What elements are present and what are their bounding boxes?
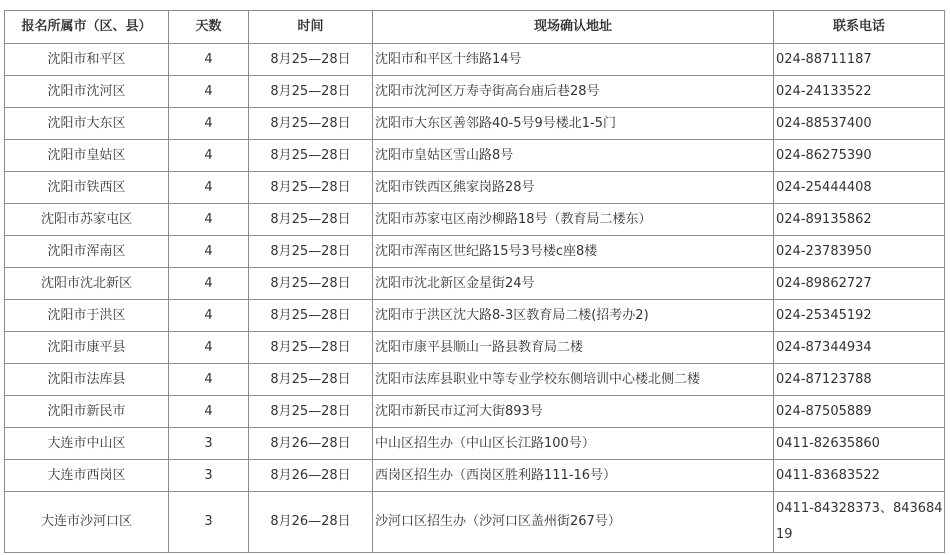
cell-time: 8月25—28日 bbox=[249, 108, 373, 140]
cell-area: 沈阳市于洪区 bbox=[5, 300, 169, 332]
cell-time: 8月25—28日 bbox=[249, 332, 373, 364]
cell-area: 沈阳市和平区 bbox=[5, 44, 169, 76]
cell-days: 4 bbox=[169, 332, 249, 364]
cell-time: 8月25—28日 bbox=[249, 140, 373, 172]
cell-area: 沈阳市新民市 bbox=[5, 396, 169, 428]
cell-address: 沈阳市法库县职业中等专业学校东侧培训中心楼北侧二楼 bbox=[373, 364, 774, 396]
cell-days: 3 bbox=[169, 460, 249, 492]
cell-address: 沈阳市苏家屯区南沙柳路18号（教育局二楼东） bbox=[373, 204, 774, 236]
table-row bbox=[5, 268, 945, 300]
cell-phone: 024-87505889 bbox=[774, 396, 945, 428]
cell-address: 西岗区招生办（西岗区胜利路111-16号） bbox=[373, 460, 774, 492]
cell-time: 8月25—28日 bbox=[249, 172, 373, 204]
cell-time: 8月25—28日 bbox=[249, 204, 373, 236]
cell-area: 沈阳市铁西区 bbox=[5, 172, 169, 204]
cell-days: 4 bbox=[169, 396, 249, 428]
cell-days: 4 bbox=[169, 300, 249, 332]
cell-area: 沈阳市沈北新区 bbox=[5, 268, 169, 300]
header-time: 时间 bbox=[249, 11, 373, 44]
cell-address: 沈阳市沈河区万寿寺街高台庙后巷28号 bbox=[373, 76, 774, 108]
cell-time: 8月25—28日 bbox=[249, 236, 373, 268]
cell-address: 中山区招生办（中山区长江路100号） bbox=[373, 428, 774, 460]
cell-phone: 024-89135862 bbox=[774, 204, 945, 236]
cell-address: 沙河口区招生办（沙河口区盖州街267号） bbox=[373, 492, 774, 553]
cell-address: 沈阳市沈北新区金星街24号 bbox=[373, 268, 774, 300]
cell-area: 沈阳市苏家屯区 bbox=[5, 204, 169, 236]
table-row bbox=[5, 396, 945, 428]
cell-phone: 024-87344934 bbox=[774, 332, 945, 364]
table-row bbox=[5, 332, 945, 364]
table-row bbox=[5, 364, 945, 396]
header-phone: 联系电话 bbox=[774, 11, 945, 44]
header-address: 现场确认地址 bbox=[373, 11, 774, 44]
registration-sites-table bbox=[4, 10, 945, 553]
cell-address: 沈阳市皇姑区雪山路8号 bbox=[373, 140, 774, 172]
table-row bbox=[5, 140, 945, 172]
cell-days: 3 bbox=[169, 428, 249, 460]
cell-phone: 024-23783950 bbox=[774, 236, 945, 268]
cell-address: 沈阳市和平区十纬路14号 bbox=[373, 44, 774, 76]
cell-phone: 0411-83683522 bbox=[774, 460, 945, 492]
cell-phone: 0411-82635860 bbox=[774, 428, 945, 460]
cell-time: 8月25—28日 bbox=[249, 268, 373, 300]
cell-phone: 024-25345192 bbox=[774, 300, 945, 332]
cell-days: 4 bbox=[169, 268, 249, 300]
table-row bbox=[5, 172, 945, 204]
cell-area: 大连市西岗区 bbox=[5, 460, 169, 492]
table-row bbox=[5, 108, 945, 140]
cell-phone: 024-86275390 bbox=[774, 140, 945, 172]
cell-phone: 024-87123788 bbox=[774, 364, 945, 396]
cell-address: 沈阳市铁西区熊家岗路28号 bbox=[373, 172, 774, 204]
table-row bbox=[5, 76, 945, 108]
table-row bbox=[5, 44, 945, 76]
cell-area: 沈阳市浑南区 bbox=[5, 236, 169, 268]
cell-address: 沈阳市康平县顺山一路县教育局二楼 bbox=[373, 332, 774, 364]
cell-days: 4 bbox=[169, 108, 249, 140]
cell-time: 8月25—28日 bbox=[249, 300, 373, 332]
cell-phone: 0411-84328373、84368419 bbox=[774, 492, 945, 553]
cell-address: 沈阳市于洪区沈大路8-3区教育局二楼(招考办2) bbox=[373, 300, 774, 332]
table-row bbox=[5, 428, 945, 460]
table-row bbox=[5, 236, 945, 268]
cell-time: 8月25—28日 bbox=[249, 364, 373, 396]
cell-time: 8月26—28日 bbox=[249, 492, 373, 553]
cell-area: 沈阳市皇姑区 bbox=[5, 140, 169, 172]
header-area: 报名所属市（区、县） bbox=[5, 11, 169, 44]
cell-days: 4 bbox=[169, 364, 249, 396]
table-row bbox=[5, 204, 945, 236]
cell-time: 8月26—28日 bbox=[249, 460, 373, 492]
cell-phone: 024-88711187 bbox=[774, 44, 945, 76]
cell-days: 3 bbox=[169, 492, 249, 553]
cell-address: 沈阳市浑南区世纪路15号3号楼c座8楼 bbox=[373, 236, 774, 268]
cell-area: 沈阳市沈河区 bbox=[5, 76, 169, 108]
cell-days: 4 bbox=[169, 172, 249, 204]
cell-area: 沈阳市法库县 bbox=[5, 364, 169, 396]
cell-time: 8月25—28日 bbox=[249, 396, 373, 428]
cell-phone: 024-88537400 bbox=[774, 108, 945, 140]
table-row bbox=[5, 492, 945, 553]
cell-address: 沈阳市新民市辽河大街893号 bbox=[373, 396, 774, 428]
cell-days: 4 bbox=[169, 204, 249, 236]
cell-time: 8月26—28日 bbox=[249, 428, 373, 460]
cell-phone: 024-25444408 bbox=[774, 172, 945, 204]
cell-time: 8月25—28日 bbox=[249, 44, 373, 76]
table-body bbox=[5, 44, 945, 553]
table-row bbox=[5, 300, 945, 332]
cell-days: 4 bbox=[169, 76, 249, 108]
cell-days: 4 bbox=[169, 236, 249, 268]
table-row bbox=[5, 460, 945, 492]
cell-area: 大连市中山区 bbox=[5, 428, 169, 460]
cell-days: 4 bbox=[169, 44, 249, 76]
table-header-row bbox=[5, 11, 945, 44]
header-days: 天数 bbox=[169, 11, 249, 44]
cell-address: 沈阳市大东区善邻路40-5号9号楼北1-5门 bbox=[373, 108, 774, 140]
cell-phone: 024-24133522 bbox=[774, 76, 945, 108]
cell-time: 8月25—28日 bbox=[249, 76, 373, 108]
cell-area: 大连市沙河口区 bbox=[5, 492, 169, 553]
cell-area: 沈阳市康平县 bbox=[5, 332, 169, 364]
cell-area: 沈阳市大东区 bbox=[5, 108, 169, 140]
cell-phone: 024-89862727 bbox=[774, 268, 945, 300]
cell-days: 4 bbox=[169, 140, 249, 172]
